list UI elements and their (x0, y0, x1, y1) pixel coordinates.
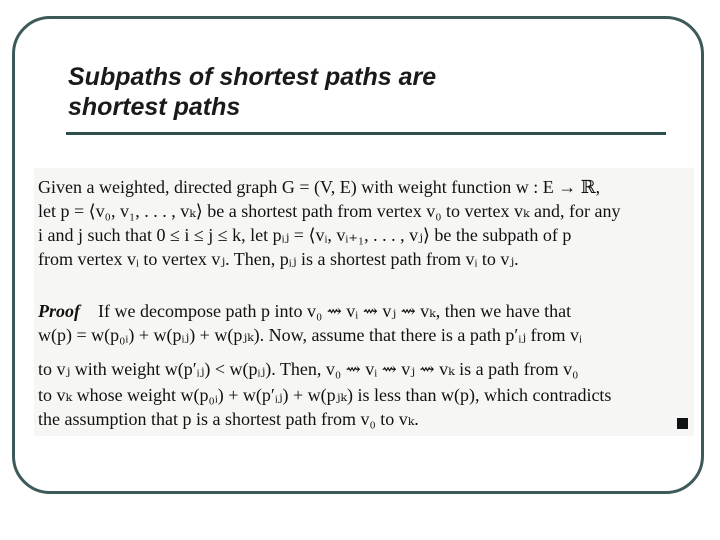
lemma-proof-excerpt (34, 168, 694, 436)
lemma-line-1: Given a weighted, directed graph G = (V, E) with weight function w : E → ℝ, (38, 177, 601, 197)
proof-line-5: the assumption that p is a shortest path from v₀ to vₖ. (38, 409, 419, 429)
proof-line-4: to vₖ whose weight w(p₀ᵢ) + w(p′ᵢⱼ) + w(pⱼₖ) is less than w(p), which contradicts (38, 385, 612, 405)
qed-square-icon (677, 418, 688, 429)
proof-label: Proof (38, 301, 80, 321)
proof-line-2: w(p) = w(p₀ᵢ) + w(pᵢⱼ) + w(pⱼₖ). Now, assume that there is a path p′ᵢⱼ from vᵢ (38, 325, 582, 345)
slide-title-line-2: shortest paths (68, 93, 241, 121)
proof-line-1 (38, 300, 571, 322)
lemma-line-4: from vertex vᵢ to vertex vⱼ. Then, pᵢⱼ is a shortest path from vᵢ to vⱼ. (38, 249, 519, 269)
title-underline (66, 132, 666, 135)
lemma-line-3: i and j such that 0 ≤ i ≤ j ≤ k, let pᵢⱼ = ⟨vᵢ, vᵢ₊₁, . . . , vⱼ⟩ be the subpath of p (38, 225, 572, 245)
proof-line-1-text: If we decompose path p into v₀ ⇝ vᵢ ⇝ vⱼ ⇝ vₖ, then we have that (98, 301, 572, 321)
lemma-line-2: let p = ⟨v₀, v₁, . . . , vₖ⟩ be a shortest path from vertex v₀ to vertex vₖ and, for any (38, 201, 621, 221)
slide-title (68, 62, 628, 122)
slide-title-line-1: Subpaths of shortest paths are (68, 63, 437, 91)
proof-line-3: to vⱼ with weight w(p′ᵢⱼ) < w(pᵢⱼ). Then, v₀ ⇝ vᵢ ⇝ vⱼ ⇝ vₖ is a path from v₀ (38, 359, 579, 379)
